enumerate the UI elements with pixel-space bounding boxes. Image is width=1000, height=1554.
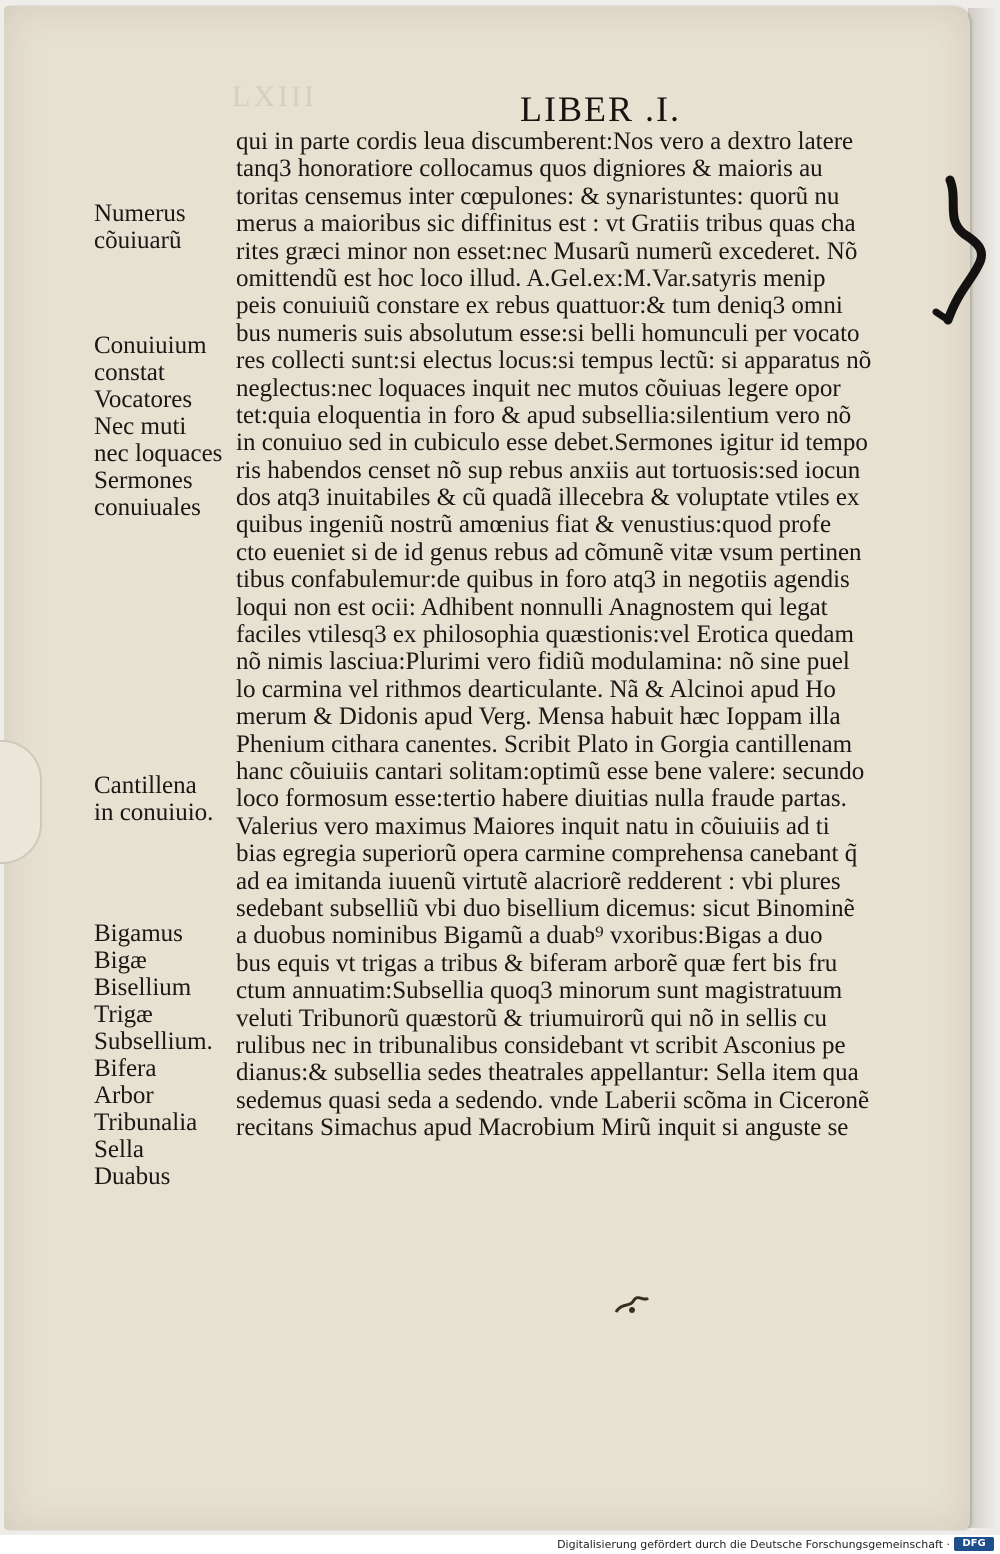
margin-note-conuiuium	[94, 332, 222, 521]
text-line: nõ nimis lasciua:Plurimi vero fidiũ modulamina: nõ sine puel	[236, 648, 850, 676]
text-line: loco formosum esse:tertio habere diuitias nulla fraude partas.	[236, 785, 847, 813]
margin-note-line: Trigæ	[94, 1001, 153, 1028]
margin-note-line: Bisellium	[94, 974, 192, 1001]
text-line: rulibus nec in tribunalibus considebant vt scribit Asconius pe	[236, 1031, 846, 1059]
text-line: res collecti sunt:si electus locus:si tempus lectũ: si apparatus nõ	[236, 347, 872, 375]
margin-note-line: in conuiuio.	[94, 799, 214, 826]
text-line: peis conuiuiũ constare ex rebus quattuor:& tum deniq3 omni	[236, 292, 843, 320]
page-tab-outline	[0, 740, 42, 864]
footer-bar	[0, 1535, 1000, 1554]
text-line: toritas censemus inter cœpulones: & synaristuntes: quorũ nu	[236, 182, 840, 210]
margin-note-bigamus	[94, 920, 213, 1190]
text-line: Valerius vero maximus Maiores inquit natu in cõuiuiis ad ti	[236, 812, 830, 840]
text-line: ris habendos censet nõ sup rebus anxiis aut tortuosis:sed iocun	[236, 456, 861, 484]
margin-note-line: Duabus	[94, 1163, 171, 1190]
margin-note-line: Bigamus	[94, 920, 183, 947]
text-line: tanq3 honoratiore collocamus quos digniores & maioris au	[236, 155, 823, 183]
running-head: LIBER .I.	[520, 89, 681, 129]
margin-note-line: Vocatores	[94, 386, 193, 413]
margin-note-line: Conuiuium	[94, 332, 207, 359]
text-line: faciles vtilesq3 ex philosophia quæstionis:vel Erotica quedam	[236, 621, 854, 649]
margin-note-cantillena	[94, 772, 213, 826]
text-line: veluti Tribunorũ quæstorũ & triumuirorũ qui nõ in sellis cu	[236, 1004, 827, 1032]
text-line: a duobus nominibus Bigamũ a duab⁹ vxoribus:Bigas a duo	[236, 922, 823, 950]
text-line: bus numeris suis absolutum esse:si belli homunculi per vocato	[236, 319, 860, 347]
margin-note-line: Sermones	[94, 467, 193, 494]
margin-note-line: Numerus	[94, 200, 186, 227]
text-line: neglectus:nec loquaces inquit nec mutos cõuiuas legere opor	[236, 374, 841, 402]
margin-note-line: cõuiuarũ	[94, 227, 182, 254]
margin-note-line: Nec muti	[94, 413, 187, 440]
margin-note-numerus	[94, 200, 186, 254]
text-line: sedebant subselliũ vbi duo bisellium dicemus: sicut Binominẽ	[236, 894, 855, 922]
margin-note-line: Bifera	[94, 1055, 157, 1082]
text-line: dos atq3 inuitabiles & cũ quadã illecebra & voluptate vtiles ex	[236, 484, 860, 512]
show-through-text: LXIII	[232, 80, 317, 113]
text-line: qui in parte cordis leua discumberent:Nos vero a dextro latere	[236, 128, 854, 155]
margin-note-line: nec loquaces	[94, 440, 223, 467]
text-line: quibus ingeniũ nostrũ amœnius fiat & venustius:quod profe	[236, 511, 832, 539]
ink-smudge-mark	[612, 1290, 652, 1320]
text-line: bus equis vt trigas a tribus & biferam arborẽ quæ fert bis fru	[236, 949, 838, 977]
text-line: dianus:& subsellia sedes theatrales appellantur: Sella item qua	[236, 1059, 859, 1087]
text-line: ad ea imitanda iuuenũ virtutẽ alacriorẽ redderent : vbi plures	[236, 867, 841, 895]
margin-note-line: Tribunalia	[94, 1109, 198, 1136]
margin-note-line: Arbor	[94, 1082, 154, 1109]
margin-note-line: Subsellium.	[94, 1028, 213, 1055]
margin-note-line: Cantillena	[94, 772, 197, 799]
text-line: tibus confabulemur:de quibus in foro atq3 in negotiis agendis	[236, 566, 850, 594]
text-line: sedemus quasi seda a sedendo. vnde Laberii scõma in Ciceronẽ	[236, 1086, 870, 1114]
text-line: Phenium cithara canentes. Scribit Plato in Gorgia cantillenam	[236, 730, 853, 758]
margin-note-line: conuiuales	[94, 494, 201, 521]
ink-bracket-mark	[928, 170, 998, 330]
text-line: loqui non est ocii: Adhibent nonnulli Anagnostem qui legat	[236, 593, 828, 621]
text-line: omittendũ est hoc loco illud. A.Gel.ex:M.Var.satyris menip	[236, 264, 826, 292]
main-text-block	[236, 128, 936, 1141]
text-line: lo carmina vel rithmos dearticulante. Nã & Alcinoi apud Ho	[236, 675, 836, 703]
text-line: bias egregia superiorũ opera carmine comprehensa canebant q̃	[236, 840, 858, 868]
text-line: cto eueniet si de id genus rebus ad cõmunẽ vitæ vsum pertinen	[236, 538, 862, 566]
text-line: hanc cõuiuiis cantari solitam:optimũ esse bene valere: secundo	[236, 757, 865, 785]
text-line: merus a maioribus sic diffinitus est : vt Gratiis tribus quas cha	[236, 210, 856, 238]
text-line: ctum annuatim:Subsellia quoq3 minorum sunt magistratuum	[236, 977, 843, 1005]
text-line: rites græci minor non esset:nec Musarũ numerũ excederet. Nõ	[236, 237, 858, 265]
footer-credit: Digitalisierung gefördert durch die Deutsche Forschungsgemeinschaft ·	[557, 1538, 950, 1551]
margin-note-line: Bigæ	[94, 947, 147, 974]
margin-note-line: constat	[94, 359, 165, 386]
text-line: recitans Simachus apud Macrobium Mirũ inquit si anguste se	[236, 1114, 849, 1142]
margin-note-line: Sella	[94, 1136, 144, 1163]
text-line: merum & Didonis apud Verg. Mensa habuit hæc Ioppam illa	[236, 703, 841, 731]
text-line: in conuiuo sed in cubiculo esse debet.Sermones igitur id tempo	[236, 429, 868, 457]
text-line: tet:quia eloquentia in foro & apud subsellia:silentium vero nõ	[236, 401, 852, 429]
dfg-logo: DFG	[954, 1537, 994, 1551]
